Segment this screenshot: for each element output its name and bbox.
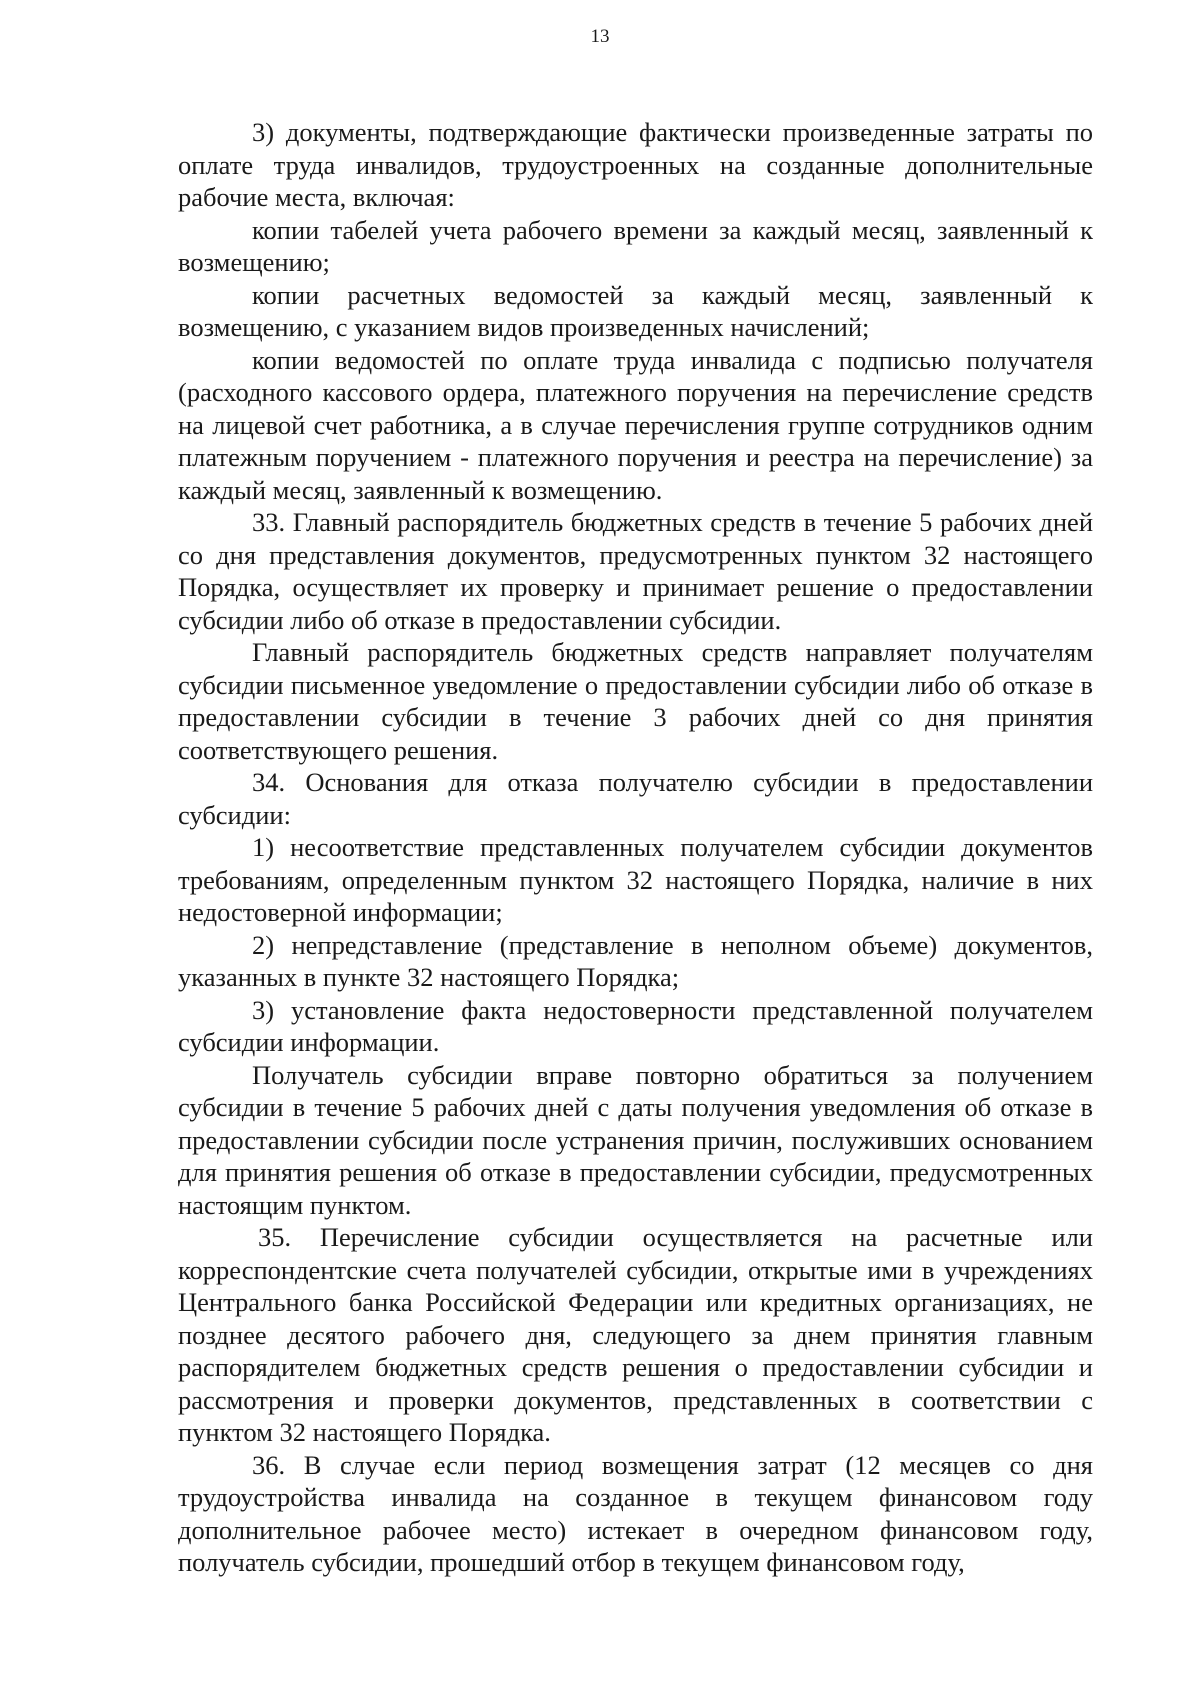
paragraph-reason-1: 1) несоответствие представленных получателем субсидии документов требованиям, определенным пунктом 32 настоящего Порядка, наличие в них недостоверной информации;: [178, 832, 1093, 927]
paragraph-timesheets: копии табелей учета рабочего времени за каждый месяц, заявленный к возмещению;: [178, 214, 1093, 277]
paragraph-notification: Главный распорядитель бюджетных средств направляет получателям субсидии письменное уведомление о предоставлении субсидии либо об отказе в предоставлении субсидии в течение 3 рабочих дней со дня принятия соответствующего решения.: [178, 637, 1093, 765]
paragraph-reason-2: 2) непредставление (представление в неполном объеме) документов, указанных в пункте 32 настоящего Порядка;: [178, 929, 1093, 992]
paragraph-section-35: 35. Перечисление субсидии осуществляется на расчетные или корреспондентские счета получателей субсидии, открытые ими в учреждениях Центрального банка Российской Федерации или кредитных организациях, не позднее десятого рабочего дня, следующего за днем принятия главным распорядителем бюджетных средств решения о предоставлении субсидии и рассмотрения и проверки документов, представленных в соответствии с пунктом 32 настоящего Порядка.: [178, 1222, 1093, 1447]
page-number: 13: [590, 26, 610, 47]
paragraph-section-36: 36. В случае если период возмещения затрат (12 месяцев со дня трудоустройства инвалида на созданное в текущем финансовом году дополнительное рабочее место) истекает в очередном финансовом году, получатель субсидии, прошедший отбор в текущем финансовом году,: [178, 1449, 1093, 1577]
document-body: [178, 116, 1093, 1579]
paragraph-section-33: 33. Главный распорядитель бюджетных средств в течение 5 рабочих дней со дня представления документов, предусмотренных пунктом 32 настоящего Порядка, осуществляет их проверку и принимает решение о предоставлении субсидии либо об отказе в предоставлении субсидии.: [178, 507, 1093, 635]
paragraph-payment-statements: копии ведомостей по оплате труда инвалида с подписью получателя (расходного кассового ордера, платежного поручения на перечисление средств на лицевой счет работника, а в случае перечисления группе сотрудников одним платежным поручением - платежного поручения и реестра на перечисление) за каждый месяц, заявленный к возмещению.: [178, 344, 1093, 505]
paragraph-item-3-documents: 3) документы, подтверждающие фактически произведенные затраты по оплате труда инвалидов, трудоустроенных на созданные дополнительные рабочие места, включая:: [178, 117, 1093, 212]
paragraph-payroll-statements: копии расчетных ведомостей за каждый месяц, заявленный к возмещению, с указанием видов произведенных начислений;: [178, 279, 1093, 342]
paragraph-reason-3: 3) установление факта недостоверности представленной получателем субсидии информации.: [178, 994, 1093, 1057]
paragraph-section-34: 34. Основания для отказа получателю субсидии в предоставлении субсидии:: [178, 767, 1093, 830]
paragraph-reapplication: Получатель субсидии вправе повторно обратиться за получением субсидии в течение 5 рабочих дней с даты получения уведомления об отказе в предоставлении субсидии после устранения причин, послуживших основанием для принятия решения об отказе в предоставлении субсидии, предусмотренных настоящим пунктом.: [178, 1059, 1093, 1220]
